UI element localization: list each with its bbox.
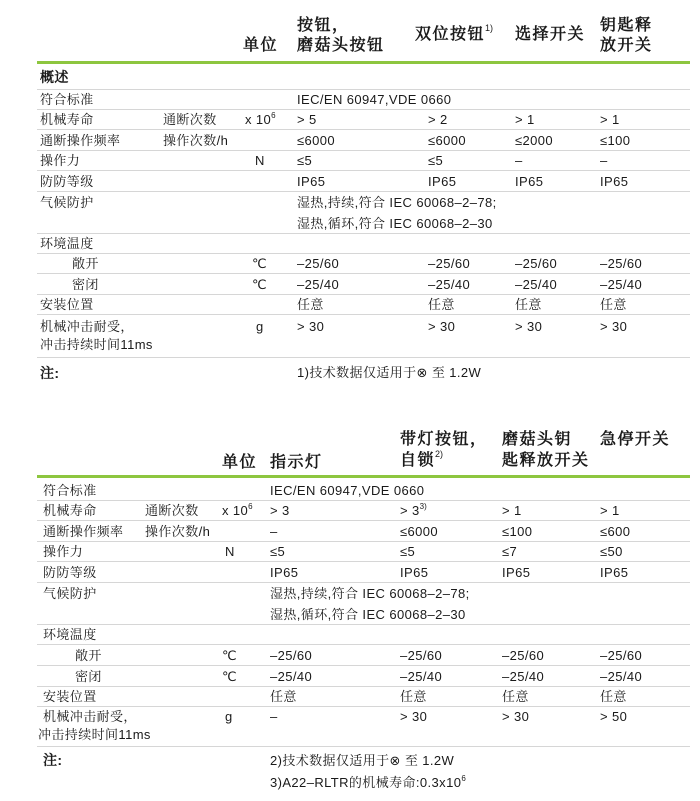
t2-row-open xyxy=(37,645,690,666)
t2-force-col4: ≤50 xyxy=(600,544,623,559)
t1-mounting-col1: 任意 xyxy=(297,297,324,312)
t2-header-divider xyxy=(37,475,690,478)
t1-standard-value: IEC/EN 60947,VDE 0660 xyxy=(297,92,452,107)
t2-row-closed xyxy=(37,666,690,687)
t2-protection-col3: IP65 xyxy=(502,565,531,580)
t2-protection-label: 防防等级 xyxy=(43,565,97,580)
t1-closed-col3: –25/40 xyxy=(515,277,558,292)
t1-row-closed xyxy=(37,274,690,295)
t2-protection-col1: IP65 xyxy=(270,565,299,580)
t1-shock-unit: g xyxy=(256,319,264,334)
t1-climate-label: 气候防护 xyxy=(40,195,94,210)
t2-standard-value: IEC/EN 60947,VDE 0660 xyxy=(270,483,425,498)
t1-switch-freq-col2: ≤6000 xyxy=(428,133,467,148)
t2-row-shock xyxy=(37,707,690,747)
t1-open-col2: –25/60 xyxy=(428,256,471,271)
t1-row-mech-life xyxy=(37,110,690,130)
t1-ambient-temp-label: 环境温度 xyxy=(40,236,94,251)
t2-mech-life-col2 xyxy=(400,501,427,521)
t1-header-col4-line2: 放开关 xyxy=(600,37,653,54)
t1-mech-life-sub: 通断次数 xyxy=(163,112,217,127)
t2-open-unit: ℃ xyxy=(222,648,237,663)
t2-row-mech-life xyxy=(37,501,690,521)
t2-climate-line2: 湿热,循环,符合 IEC 60068–2–30 xyxy=(270,607,466,622)
t1-mounting-label: 安装位置 xyxy=(40,297,94,312)
t2-climate-label: 气候防护 xyxy=(43,586,97,601)
t1-shock-col3: > 30 xyxy=(515,319,543,334)
t1-mech-life-unit xyxy=(245,110,276,130)
t2-header-col4: 急停开关 xyxy=(600,431,671,448)
t2-open-col1: –25/60 xyxy=(270,648,313,663)
t2-closed-col2: –25/40 xyxy=(400,669,443,684)
t1-row-mounting xyxy=(37,295,690,315)
t1-header-col2-footnote: 1) xyxy=(485,23,494,33)
t1-section-row xyxy=(37,64,690,90)
t1-section-title: 概述 xyxy=(40,69,69,85)
t1-shock-col1: > 30 xyxy=(297,319,325,334)
t1-protection-label: 防防等级 xyxy=(40,174,94,189)
t2-row-climate xyxy=(37,583,690,625)
t2-row-note-3 xyxy=(37,772,690,793)
t1-switch-freq-sub: 操作次数/h xyxy=(163,133,229,148)
t2-open-col4: –25/60 xyxy=(600,648,643,663)
t2-mounting-col1: 任意 xyxy=(270,689,297,704)
t2-switch-freq-col3: ≤100 xyxy=(502,524,533,539)
t2-closed-unit: ℃ xyxy=(222,669,237,684)
t1-closed-col1: –25/40 xyxy=(297,277,340,292)
t2-switch-freq-label: 通断操作频率 xyxy=(43,524,124,539)
t1-climate-line1: 湿热,持续,符合 IEC 60068–2–78; xyxy=(297,195,497,210)
t1-shock-col4: > 30 xyxy=(600,319,628,334)
t2-mech-life-col2-value: > 3 xyxy=(400,503,420,518)
t2-header-col2-footnote: 2) xyxy=(435,449,444,459)
t2-mech-life-col2-footnote: 3) xyxy=(419,502,427,511)
t1-open-col3: –25/60 xyxy=(515,256,558,271)
t2-force-unit: N xyxy=(225,544,235,559)
t2-mech-life-col1: > 3 xyxy=(270,503,290,518)
t2-closed-col1: –25/40 xyxy=(270,669,313,684)
t2-shock-col4: > 50 xyxy=(600,709,628,724)
t1-force-col4: – xyxy=(600,153,608,168)
t2-header-col2-line2 xyxy=(400,451,443,471)
t1-row-open xyxy=(37,254,690,274)
t2-header-unit: 单位 xyxy=(222,454,258,471)
t1-force-col1: ≤5 xyxy=(297,153,313,168)
t1-closed-unit: ℃ xyxy=(252,277,267,292)
t2-mounting-col2: 任意 xyxy=(400,689,427,704)
t1-switch-freq-label: 通断操作频率 xyxy=(40,133,121,148)
t2-row-force xyxy=(37,542,690,562)
t2-shock-unit: g xyxy=(225,709,233,724)
t2-row-switch-freq xyxy=(37,521,690,542)
t1-mech-life-col3: > 1 xyxy=(515,112,535,127)
t2-protection-col2: IP65 xyxy=(400,565,429,580)
t1-notes-label: 注: xyxy=(40,365,60,381)
t1-switch-freq-col1: ≤6000 xyxy=(297,133,336,148)
t1-protection-col4: IP65 xyxy=(600,174,629,189)
t2-header-col2-line2-text: 自锁 xyxy=(400,452,436,469)
t1-open-label: 敞开 xyxy=(72,256,99,271)
t2-protection-col4: IP65 xyxy=(600,565,629,580)
t1-shock-col2: > 30 xyxy=(428,319,456,334)
t1-mech-life-label: 机械寿命 xyxy=(40,112,94,127)
t1-row-notes xyxy=(37,362,690,384)
t1-header-col1-line2: 磨菇头按钮 xyxy=(297,37,385,54)
t2-mech-life-sub: 通断次数 xyxy=(145,503,199,518)
t2-row-notes xyxy=(37,750,690,771)
t1-mech-life-unit-exp: 6 xyxy=(271,111,276,120)
t1-row-shock xyxy=(37,315,690,358)
t1-row-protection xyxy=(37,171,690,192)
t1-mounting-col2: 任意 xyxy=(428,297,455,312)
t1-standard-label: 符合标准 xyxy=(40,92,94,107)
t2-mech-life-col3: > 1 xyxy=(502,503,522,518)
t1-force-label: 操作力 xyxy=(40,153,81,168)
t1-force-col3: – xyxy=(515,153,523,168)
t2-notes-label: 注: xyxy=(43,752,63,768)
t2-note-3 xyxy=(270,772,466,793)
t2-note-3-text: 3)A22–RLTR的机械寿命:0.3x10 xyxy=(270,775,462,790)
t1-closed-col2: –25/40 xyxy=(428,277,471,292)
t2-ambient-temp-label: 环境温度 xyxy=(43,627,97,642)
t1-protection-col3: IP65 xyxy=(515,174,544,189)
t2-header-col3-line2: 匙释放开关 xyxy=(502,452,590,469)
t1-mech-life-col1: > 5 xyxy=(297,112,317,127)
t2-open-col2: –25/60 xyxy=(400,648,443,663)
t2-header-col2-line1: 带灯按钮， xyxy=(400,431,488,448)
t1-mounting-col3: 任意 xyxy=(515,297,542,312)
t1-force-col2: ≤5 xyxy=(428,153,444,168)
t2-mounting-col4: 任意 xyxy=(600,689,627,704)
t1-row-ambient-temp xyxy=(37,234,690,254)
t1-row-climate xyxy=(37,192,690,234)
t2-shock-label-line2: 冲击持续时间11ms xyxy=(38,727,151,742)
t1-header-col3: 选择开关 xyxy=(515,26,586,43)
t2-closed-col3: –25/40 xyxy=(502,669,545,684)
t2-open-col3: –25/60 xyxy=(502,648,545,663)
t1-shock-label-line1: 机械冲击耐受， xyxy=(40,319,134,334)
t1-header-col1-line1: 按钮， xyxy=(297,17,350,34)
t2-mech-life-unit-base: x 10 xyxy=(222,503,249,518)
t1-open-col1: –25/60 xyxy=(297,256,340,271)
t1-protection-col1: IP65 xyxy=(297,174,326,189)
t2-mech-life-label: 机械寿命 xyxy=(43,503,97,518)
t2-row-standard xyxy=(37,481,690,501)
t2-force-col3: ≤7 xyxy=(502,544,518,559)
t2-switch-freq-sub: 操作次数/h xyxy=(145,524,211,539)
t1-row-force xyxy=(37,151,690,171)
t2-row-ambient-temp xyxy=(37,625,690,645)
t2-row-mounting xyxy=(37,687,690,707)
t2-force-col1: ≤5 xyxy=(270,544,286,559)
t2-mech-life-unit xyxy=(222,501,253,521)
t1-row-standard xyxy=(37,90,690,110)
t2-row-protection xyxy=(37,562,690,583)
t2-switch-freq-col1: – xyxy=(270,524,278,539)
t2-header-col1: 指示灯 xyxy=(270,454,323,471)
t2-force-label: 操作力 xyxy=(43,544,84,559)
t1-header-unit: 单位 xyxy=(243,37,279,54)
t2-note-2: 2)技术数据仅适用于⊗ 至 1.2W xyxy=(270,753,455,768)
t2-closed-label: 密闭 xyxy=(75,669,102,684)
t2-climate-line1: 湿热,持续,符合 IEC 60068–2–78; xyxy=(270,586,470,601)
t1-open-col4: –25/60 xyxy=(600,256,643,271)
t1-force-unit: N xyxy=(255,153,265,168)
t1-mech-life-col2: > 2 xyxy=(428,112,448,127)
t2-shock-col1: – xyxy=(270,709,278,724)
t2-header-col3-line1: 磨菇头钥 xyxy=(502,431,573,448)
t2-shock-col2: > 30 xyxy=(400,709,428,724)
t2-mounting-col3: 任意 xyxy=(502,689,529,704)
t2-mech-life-col4: > 1 xyxy=(600,503,620,518)
t1-climate-line2: 湿热,循环,符合 IEC 60068–2–30 xyxy=(297,216,493,231)
t1-protection-col2: IP65 xyxy=(428,174,457,189)
t1-note-1: 1)技术数据仅适用于⊗ 至 1.2W xyxy=(297,365,482,380)
t1-header-col2-text: 双位按钮 xyxy=(415,26,486,43)
t2-mech-life-unit-exp: 6 xyxy=(248,502,253,511)
t2-note-3-exp: 6 xyxy=(461,774,466,783)
t2-shock-col3: > 30 xyxy=(502,709,530,724)
t2-switch-freq-col4: ≤600 xyxy=(600,524,631,539)
t1-mech-life-col4: > 1 xyxy=(600,112,620,127)
t1-switch-freq-col4: ≤100 xyxy=(600,133,631,148)
t2-standard-label: 符合标准 xyxy=(43,483,97,498)
t2-mounting-label: 安装位置 xyxy=(43,689,97,704)
t1-header-col2 xyxy=(415,25,493,45)
t1-open-unit: ℃ xyxy=(252,256,267,271)
t1-row-switch-freq xyxy=(37,130,690,151)
t2-closed-col4: –25/40 xyxy=(600,669,643,684)
t2-force-col2: ≤5 xyxy=(400,544,416,559)
t1-closed-col4: –25/40 xyxy=(600,277,643,292)
t2-switch-freq-col2: ≤6000 xyxy=(400,524,439,539)
t1-header-col4-line1: 钥匙释 xyxy=(600,17,653,34)
t1-closed-label: 密闭 xyxy=(72,277,99,292)
t2-open-label: 敞开 xyxy=(75,648,102,663)
t1-mounting-col4: 任意 xyxy=(600,297,627,312)
t2-shock-label-line1: 机械冲击耐受， xyxy=(43,709,137,724)
t1-switch-freq-col3: ≤2000 xyxy=(515,133,554,148)
t1-shock-label-line2: 冲击持续时间11ms xyxy=(40,337,153,352)
t1-mech-life-unit-base: x 10 xyxy=(245,112,272,127)
